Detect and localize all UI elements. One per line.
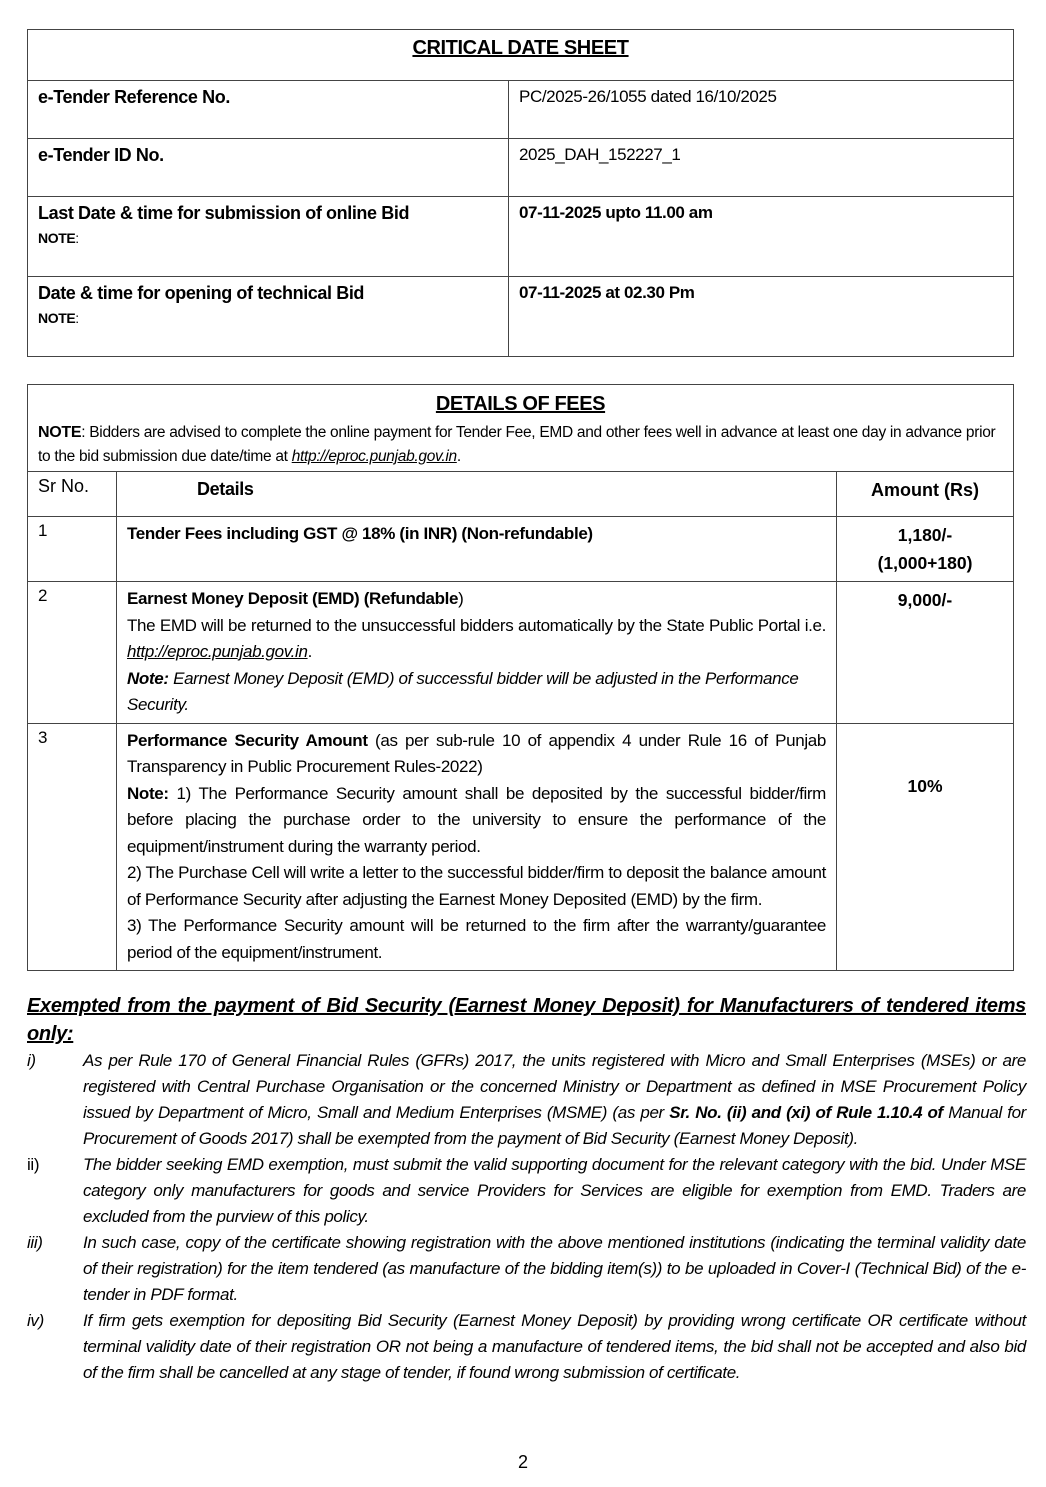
fees-table <box>27 384 1014 971</box>
list-item: iii) In such case, copy of the certificate showing registration with the above mentioned institutions (indicating the terminal validity date of their registration) for the item tendered (as manufacture of the bidding item(s)) to be uploaded in Cover-I (Technical Bid) of the e-tender in PDF format. <box>27 1230 1026 1308</box>
technical-bid-opening-note: NOTE: <box>38 310 79 326</box>
technical-bid-opening-value: 07-11-2025 at 02.30 Pm <box>509 277 1014 357</box>
fees-note-label: NOTE <box>38 424 82 441</box>
performance-security-note-2: 2) The Purchase Cell will write a letter to the successful bidder/firm to deposit the balance amount of Performance Security after adjusting the Earnest Money Deposited (EMD) by the firm. <box>127 863 826 909</box>
table-row <box>28 197 1014 277</box>
submission-deadline-label: Last Date & time for submission of online Bid <box>38 203 410 223</box>
fees-column-headers <box>28 472 1014 517</box>
tender-fee-amount: 1,180/- <box>897 525 953 545</box>
fees-header-cell <box>28 385 1014 472</box>
tender-fee-amount-breakdown: (1,000+180) <box>877 553 973 573</box>
note-label: NOTE <box>38 230 76 246</box>
list-item: iv) If firm gets exemption for depositing Bid Security (Earnest Money Deposit) by providing wrong certificate OR certificate without terminal validity date of their registration OR not being a manufacture of tendered items, the bid shall not be accepted and also bid of the firm shall be cancelled at any stage of tender, if found wrong submission of certificate. <box>27 1308 1026 1386</box>
emd-body: The EMD will be returned to the unsuccessful bidders automatically by the State Public Portal i.e. http://eproc.punjab.gov.in. <box>127 615 826 661</box>
list-item-number: iii) <box>27 1233 43 1252</box>
table-row <box>28 582 1014 724</box>
note-label: NOTE <box>38 310 76 326</box>
fees-note: NOTE: Bidders are advised to complete the online payment for Tender Fee, EMD and other fees well in advance at least one day in advance prior to the bid submission due date/time at http://eproc.punjab.gov.in. <box>38 424 996 465</box>
performance-security-heading: Performance Security Amount (as per sub-rule 10 of appendix 4 under Rule 16 of Punjab Transparency in Public Procurement Rules-2022) <box>127 730 826 776</box>
tender-reference-label: e-Tender Reference No. <box>28 81 509 139</box>
submission-deadline-value: 07-11-2025 upto 11.00 am <box>509 197 1014 277</box>
list-item: i) As per Rule 170 of General Financial Rules (GFRs) 2017, the units registered with Micro and Small Enterprises (MSEs) or are registered with Central Purchase Organisation or the concerned Ministry or Department as defined in MSE Procurement Policy issued by Department of Micro, Small and Medium Enterprises (MSME) (as per Sr. No. (ii) and (xi) of Rule 1.10.4 of Manual for Procurement of Goods 2017) shall be exempted from the payment of Bid Security (Earnest Money Deposit). <box>27 1048 1026 1152</box>
fees-title: DETAILS OF FEES <box>435 393 606 415</box>
tender-id-value: 2025_DAH_152227_1 <box>509 139 1014 197</box>
performance-security-note-3: 3) The Performance Security amount will be returned to the firm after the warranty/guarantee period of the equipment/instrument. <box>127 916 826 962</box>
submission-deadline-note: NOTE: <box>38 230 79 246</box>
eproc-link[interactable]: http://eproc.punjab.gov.in <box>127 642 308 661</box>
emd-details <box>117 582 837 724</box>
critical-date-sheet-table <box>27 29 1014 357</box>
emd-exemption-section <box>27 992 1026 1386</box>
fees-note-text: : Bidders are advised to complete the online payment for Tender Fee, EMD and other fees well in advance at least one day in advance prior to the bid submission due date/time at <box>38 424 996 465</box>
list-item-number: ii) <box>27 1155 40 1174</box>
column-header-sr-no: Sr No. <box>28 472 117 517</box>
sr-no: 1 <box>28 517 117 582</box>
sr-no: 3 <box>28 723 117 971</box>
emd-heading: Earnest Money Deposit (EMD) (Refundable) <box>127 589 464 608</box>
performance-security-note-1: Note: 1) The Performance Security amount shall be deposited by the successful bidder/firm before placing the purchase order to the university to ensure the performance of the equipment/instrument during the warranty period. <box>127 783 826 856</box>
table-row <box>28 139 1014 197</box>
critical-date-sheet-title: CRITICAL DATE SHEET <box>412 37 629 59</box>
technical-bid-opening-label-cell <box>28 277 509 357</box>
tender-fee-amount-cell <box>837 517 1014 582</box>
table-row <box>28 81 1014 139</box>
list-item: ii) The bidder seeking EMD exemption, must submit the valid supporting document for the relevant category with the bid. Under MSE category only manufacturers for goods and service Providers for Services are eligible for exemption from EMD. Traders are excluded from the purview of this policy. <box>27 1152 1026 1230</box>
column-header-amount: Amount (Rs) <box>837 472 1014 517</box>
table-row <box>28 517 1014 582</box>
technical-bid-opening-label: Date & time for opening of technical Bid <box>38 283 365 303</box>
submission-deadline-label-cell <box>28 197 509 277</box>
list-item-number: i) <box>27 1051 36 1070</box>
column-header-details: Details <box>117 472 837 517</box>
table-row <box>28 277 1014 357</box>
performance-security-amount: 10% <box>907 775 943 796</box>
exemption-list <box>27 1048 1026 1386</box>
tender-reference-value: PC/2025-26/1055 dated 16/10/2025 <box>509 81 1014 139</box>
critical-date-sheet-title-cell <box>28 30 1014 81</box>
sr-no: 2 <box>28 582 117 724</box>
tender-fee-details: Tender Fees including GST @ 18% (in INR) (Non-refundable) <box>117 517 837 582</box>
exemption-title: Exempted from the payment of Bid Security (Earnest Money Deposit) for Manufacturers of tendered items only: <box>27 995 1026 1045</box>
page-number: 2 <box>517 1452 528 1472</box>
performance-security-amount-cell <box>837 723 1014 971</box>
list-item-number: iv) <box>27 1311 44 1330</box>
performance-security-details <box>117 723 837 971</box>
emd-note: Note: Earnest Money Deposit (EMD) of successful bidder will be adjusted in the Performance Security. <box>127 668 799 714</box>
tender-id-label: e-Tender ID No. <box>28 139 509 197</box>
table-row <box>28 723 1014 971</box>
emd-amount: 9,000/- <box>837 582 1014 724</box>
eproc-link[interactable]: http://eproc.punjab.gov.in <box>291 448 457 465</box>
